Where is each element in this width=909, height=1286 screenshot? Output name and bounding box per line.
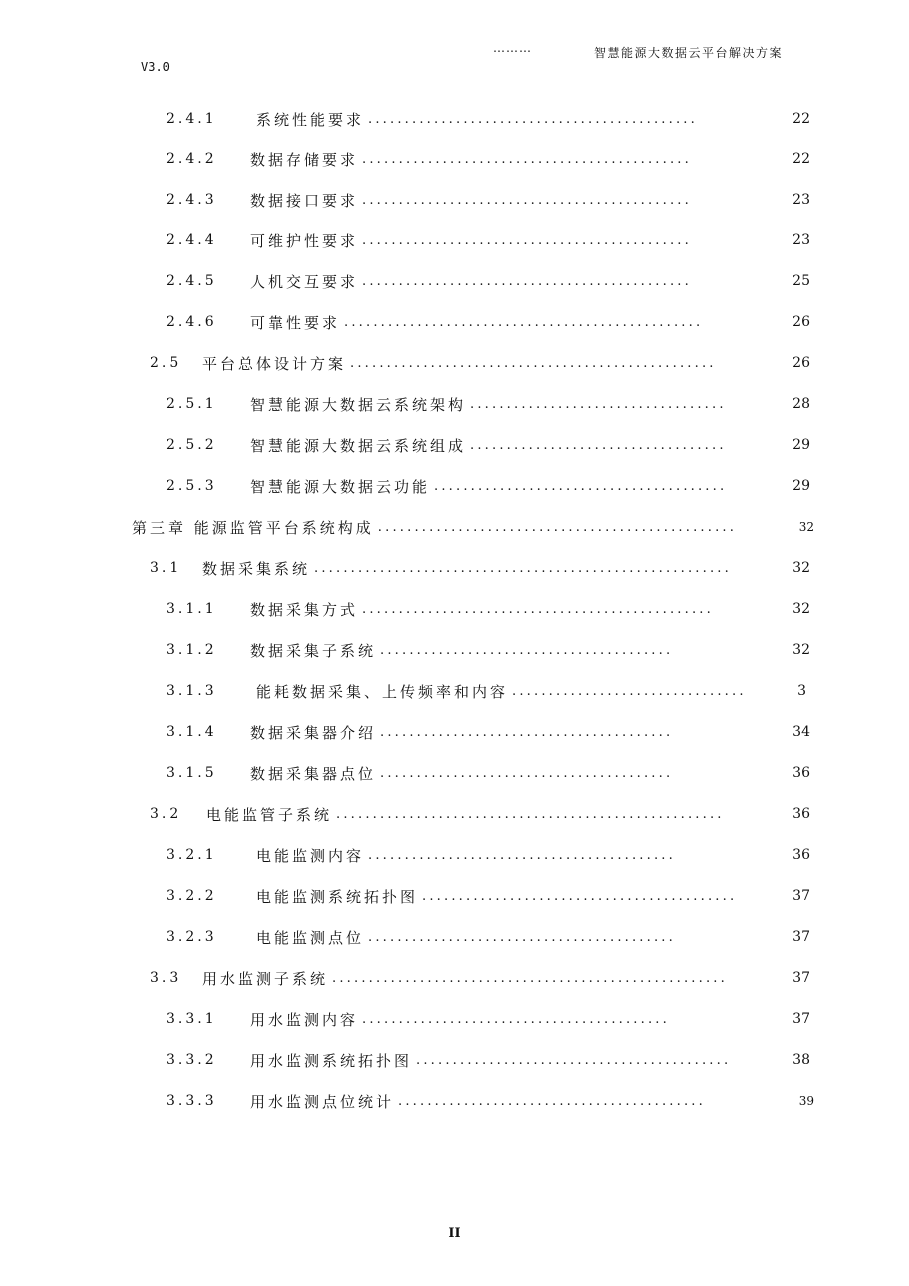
toc-entry-title: 数据采集系统 — [202, 559, 311, 578]
toc-entry[interactable] — [166, 1007, 810, 1031]
toc-entry-title: 可靠性要求 — [250, 313, 341, 332]
toc-leader-dots: ................................ — [512, 683, 747, 699]
toc-entry[interactable] — [150, 556, 810, 580]
toc-entry-title: 电能监管子系统 — [206, 805, 333, 824]
toc-entry-title: 数据存储要求 — [250, 150, 359, 169]
toc-entry-page: 3 — [797, 683, 806, 699]
toc-entry-page: 32 — [798, 520, 814, 534]
toc-entry-number: 2.4.2 — [166, 151, 217, 167]
toc-entry-number: 3.3.1 — [166, 1011, 217, 1027]
toc-entry-title: 能耗数据采集、上传频率和内容 — [256, 682, 509, 701]
toc-entry-number: 3.2.1 — [166, 847, 217, 863]
toc-entry-page: 23 — [792, 192, 810, 208]
toc-entry-number: 2.4.6 — [166, 314, 217, 330]
toc-leader-dots: .......................................... — [368, 847, 676, 863]
toc-leader-dots: ........................................... — [422, 888, 738, 904]
toc-entry-page: 37 — [792, 929, 810, 945]
toc-entry-number: 2.4.3 — [166, 192, 217, 208]
toc-entry-page: 36 — [792, 847, 810, 863]
toc-entry-page: 32 — [792, 560, 810, 576]
toc-leader-dots: ...................................................... — [332, 970, 728, 986]
toc-entry[interactable] — [166, 761, 810, 785]
toc-entry-title: 智慧能源大数据云系统架构 — [250, 395, 467, 414]
toc-entry-number: 3.1.4 — [166, 724, 217, 740]
toc-leader-dots: ........................................ — [380, 765, 674, 781]
toc-entry-title: 用水监测点位统计 — [250, 1092, 395, 1111]
toc-entry-page: 25 — [792, 273, 810, 289]
toc-entry-title: 智慧能源大数据云功能 — [250, 477, 431, 496]
toc-entry-title: 系统性能要求 — [256, 110, 365, 129]
toc-entry-number: 3.1.1 — [166, 601, 217, 617]
toc-entry-page: 37 — [792, 888, 810, 904]
toc-entry-title: 用水监测子系统 — [202, 969, 329, 988]
toc-entry[interactable] — [150, 966, 810, 990]
toc-entry-number: 3.1.3 — [166, 683, 217, 699]
toc-entry-number: 2.5.2 — [166, 437, 217, 453]
toc-entry-page: 37 — [792, 1011, 810, 1027]
toc-entry-number: 2.5 — [150, 355, 182, 371]
page-number: II — [448, 1226, 461, 1241]
toc-entry-title: 数据接口要求 — [250, 191, 359, 210]
toc-entry-number: 2.4.4 — [166, 232, 217, 248]
toc-entry-number: 2.4.1 — [166, 111, 217, 127]
toc-leader-dots: ............................................. — [362, 151, 692, 167]
toc-entry-page: 22 — [792, 151, 810, 167]
toc-entry-page: 32 — [792, 642, 810, 658]
toc-entry[interactable] — [166, 638, 810, 662]
toc-leader-dots: ................................................ — [362, 601, 714, 617]
toc-entry[interactable] — [166, 474, 810, 498]
toc-entry-page: 36 — [792, 765, 810, 781]
toc-entry-number: 2.5.1 — [166, 396, 217, 412]
toc-entry-number: 3.3.3 — [166, 1093, 217, 1109]
toc-entry[interactable] — [166, 720, 810, 744]
toc-entry-title: 数据采集子系统 — [250, 641, 377, 660]
toc-entry-title: 智慧能源大数据云系统组成 — [250, 436, 467, 455]
toc-leader-dots: ..................................................... — [336, 806, 725, 822]
toc-chapter-entry[interactable] — [132, 515, 814, 539]
toc-leader-dots: ........................................... — [416, 1052, 732, 1068]
toc-entry[interactable] — [166, 843, 810, 867]
toc-entry-title: 数据采集方式 — [250, 600, 359, 619]
header-title: 智慧能源大数据云平台解决方案 — [594, 46, 784, 60]
toc-entry-page: 29 — [792, 437, 810, 453]
toc-entry-number: 3.1.5 — [166, 765, 217, 781]
toc-entry[interactable] — [166, 228, 810, 252]
toc-entry-number: 3.2.3 — [166, 929, 217, 945]
toc-entry-title: 电能监测内容 — [256, 846, 365, 865]
toc-entry-page: 22 — [792, 111, 810, 127]
toc-entry-page: 38 — [792, 1052, 810, 1068]
toc-entry-title: 用水监测内容 — [250, 1010, 359, 1029]
toc-entry-title: 电能监测点位 — [256, 928, 365, 947]
toc-leader-dots: ................................................. — [377, 519, 738, 535]
toc-entry-title: 数据采集器点位 — [250, 764, 377, 783]
toc-leader-dots: ........................................ — [380, 642, 674, 658]
toc-entry-page: 32 — [792, 601, 810, 617]
toc-entry[interactable] — [150, 351, 810, 375]
toc-entry-page: 39 — [798, 1094, 814, 1108]
toc-leader-dots: ................................... — [470, 396, 727, 412]
version-label: V3.0 — [141, 60, 170, 74]
toc-leader-dots: ............................................. — [362, 232, 692, 248]
toc-entry[interactable] — [166, 188, 810, 212]
toc-leader-dots: ................................... — [470, 437, 727, 453]
toc-entry-page: 28 — [792, 396, 810, 412]
toc-entry-title: 平台总体设计方案 — [202, 354, 347, 373]
toc-leader-dots: ............................................. — [362, 273, 692, 289]
toc-entry-number: 3.1.2 — [166, 642, 217, 658]
toc-entry-number: 2.4.5 — [166, 273, 217, 289]
toc-entry-number: 3.1 — [150, 560, 182, 576]
toc-entry-title: 数据采集器介绍 — [250, 723, 377, 742]
toc-entry-page: 36 — [792, 806, 810, 822]
toc-entry[interactable] — [150, 802, 810, 826]
toc-entry-page: 34 — [792, 724, 810, 740]
toc-entry-title: 可维护性要求 — [250, 231, 359, 250]
toc-entry-title: 第三章 能源监管平台系统构成 — [132, 518, 374, 537]
toc-entry[interactable] — [166, 310, 810, 334]
toc-entry-title: 用水监测系统拓扑图 — [250, 1051, 413, 1070]
toc-leader-dots: ......................................................... — [314, 560, 732, 576]
toc-leader-dots: .......................................... — [362, 1011, 670, 1027]
toc-entry[interactable] — [166, 433, 810, 457]
toc-entry[interactable] — [166, 1048, 810, 1072]
toc-leader-dots: ................................................. — [344, 314, 704, 330]
toc-leader-dots: .................................................. — [350, 355, 717, 371]
toc-entry-number: 3.2 — [150, 806, 182, 822]
toc-entry-page: 26 — [792, 314, 810, 330]
toc-entry-page: 29 — [792, 478, 810, 494]
toc-entry-number: 2.5.3 — [166, 478, 217, 494]
toc-entry[interactable] — [166, 884, 810, 908]
toc-entry-title: 电能监测系统拓扑图 — [256, 887, 419, 906]
toc-entry[interactable] — [166, 392, 810, 416]
toc-entry-page: 37 — [792, 970, 810, 986]
toc-leader-dots: ........................................ — [434, 478, 728, 494]
toc-entry[interactable] — [166, 147, 810, 171]
toc-entry[interactable] — [166, 925, 810, 949]
toc-entry-number: 3.3 — [150, 970, 182, 986]
header-dots: ……… — [493, 41, 532, 55]
toc-entry[interactable] — [166, 679, 806, 703]
toc-leader-dots: ............................................. — [368, 111, 698, 127]
toc-leader-dots: ............................................. — [362, 192, 692, 208]
toc-entry-page: 26 — [792, 355, 810, 371]
toc-entry[interactable] — [166, 1089, 814, 1113]
toc-entry[interactable] — [166, 597, 810, 621]
toc-entry[interactable] — [166, 269, 810, 293]
toc-entry[interactable] — [166, 107, 810, 131]
toc-entry-page: 23 — [792, 232, 810, 248]
toc-leader-dots: ........................................ — [380, 724, 674, 740]
toc-entry-number: 3.2.2 — [166, 888, 217, 904]
toc-entry-number: 3.3.2 — [166, 1052, 217, 1068]
toc-leader-dots: .......................................... — [368, 929, 676, 945]
toc-leader-dots: .......................................... — [398, 1093, 706, 1109]
toc-entry-title: 人机交互要求 — [250, 272, 359, 291]
